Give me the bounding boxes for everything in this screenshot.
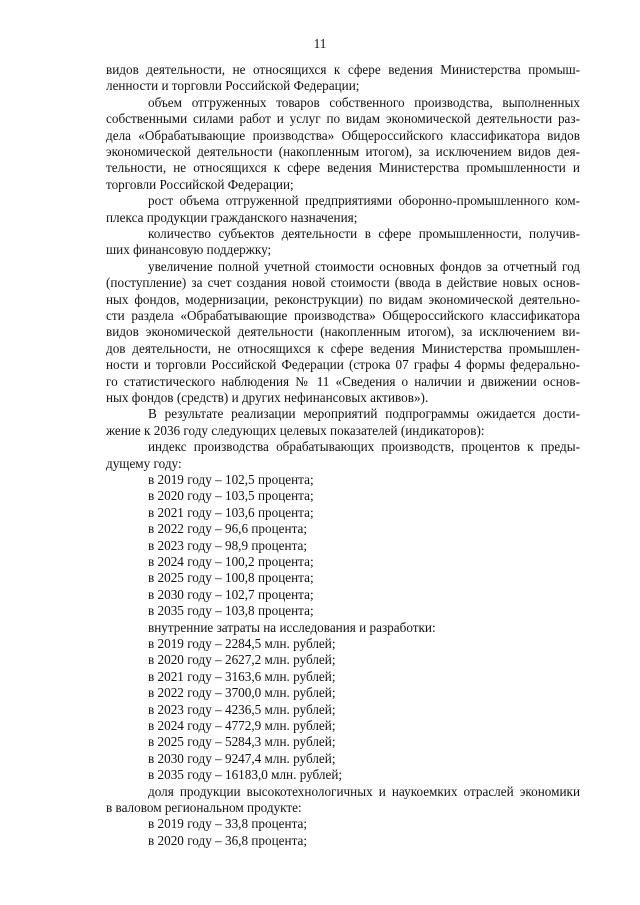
text-line: рост объема отгруженной предприятиями оборонно-промышленного ком- [148, 193, 580, 209]
text-line: в 2030 году – 9247,4 млн. рублей; [148, 750, 336, 766]
text-line: в 2019 году – 33,8 процента; [148, 816, 308, 832]
text-line: ших финансовую поддержку; [106, 242, 272, 258]
text-line: в 2020 году – 2627,2 млн. рублей; [148, 652, 336, 668]
text-line: внутренние затраты на исследования и разработки: [148, 619, 436, 635]
text-line: жение к 2036 году следующих целевых показателей (индикаторов): [106, 422, 485, 438]
text-line: в 2019 году – 102,5 процента; [148, 472, 314, 487]
text-line: торговли Российской Федерации; [106, 176, 294, 192]
text-line: в 2022 году – 96,6 процента; [148, 521, 308, 537]
text-line: экономической деятельности (накопленным итогом), за исключением видов дея- [106, 144, 580, 159]
text-line: в 2035 году – 103,8 процента; [148, 603, 314, 619]
text-line: в 2021 году – 103,6 процента; [148, 504, 314, 520]
text-line: в 2020 году – 103,5 процента; [148, 488, 314, 504]
text-line: В результате реализации мероприятий подпрограммы ожидается дости- [148, 406, 580, 422]
text-line: увеличение полной учетной стоимости основных фондов за отчетный год [148, 258, 580, 274]
text-line: доля продукции высокотехнологичных и наукоемких отраслей экономики [148, 783, 580, 799]
text-line: в 2030 году – 102,7 процента; [148, 586, 314, 602]
text-line: дущему году: [106, 455, 182, 471]
text-line: тельности, не относящихся к сфере ведения Министерства промышленности и [106, 160, 580, 176]
text-line: в 2023 году – 4236,5 млн. рублей; [148, 701, 336, 717]
text-line: в 2019 году – 2284,5 млн. рублей; [148, 636, 336, 651]
text-line: количество субъектов деятельности в сфере промышленности, получив- [148, 226, 580, 241]
text-line: го статистического наблюдения № 11 «Сведения о наличии и движении основ- [106, 373, 580, 389]
text-line: в 2020 году – 36,8 процента; [148, 832, 308, 848]
text-line: (поступление) за счет создания новой стоимости (ввода в действие новых основ- [106, 275, 580, 291]
text-line: ных фондов (средств) и других нефинансовых активов»). [106, 390, 429, 405]
text-line: ленности и торговли Российской Федерации; [106, 78, 360, 94]
text-line: в 2035 году – 16183,0 млн. рублей; [148, 767, 343, 783]
text-line: собственными силами работ и услуг по видам экономической деятельности раз- [106, 111, 580, 127]
text-line: сти раздела «Обрабатывающие производства» Общероссийского классификатора [106, 308, 580, 323]
text-line: дела «Обрабатывающие производства» Общероссийского классификатора видов [106, 127, 580, 143]
text-line: в 2024 году – 100,2 процента; [148, 554, 314, 569]
text-line: индекс производства обрабатывающих производств, процентов к преды- [148, 439, 580, 455]
text-line: видов деятельности, не относящихся к сфере ведения Министерства промыш- [106, 62, 580, 77]
text-line: в валовом региональном продукте: [106, 800, 302, 815]
text-line: видов экономической деятельности (накопленным итогом), за исключением ви- [106, 324, 580, 340]
text-line: плекса продукции гражданского назначения; [106, 209, 358, 225]
page-number: 11 [313, 36, 327, 51]
text-line: в 2022 году – 3700,0 млн. рублей; [148, 685, 336, 701]
text-line: дов деятельности, не относящихся к сфере ведения Министерства промышлен- [106, 340, 580, 356]
text-line: в 2025 году – 5284,3 млн. рублей; [148, 734, 336, 750]
text-line: в 2021 году – 3163,6 млн. рублей; [148, 668, 336, 684]
text-line: в 2024 году – 4772,9 млн. рублей; [148, 718, 336, 733]
text-line: ности и торговли Российской Федерации (строка 07 графы 4 формы федерально- [106, 357, 580, 373]
text-line: объем отгруженных товаров собственного производства, выполненных [148, 94, 580, 110]
text-line: ных фондов, модернизации, реконструкции) по видам экономической деятельно- [106, 291, 580, 307]
text-line: в 2023 году – 98,9 процента; [148, 537, 308, 553]
text-line: в 2025 году – 100,8 процента; [148, 570, 314, 586]
